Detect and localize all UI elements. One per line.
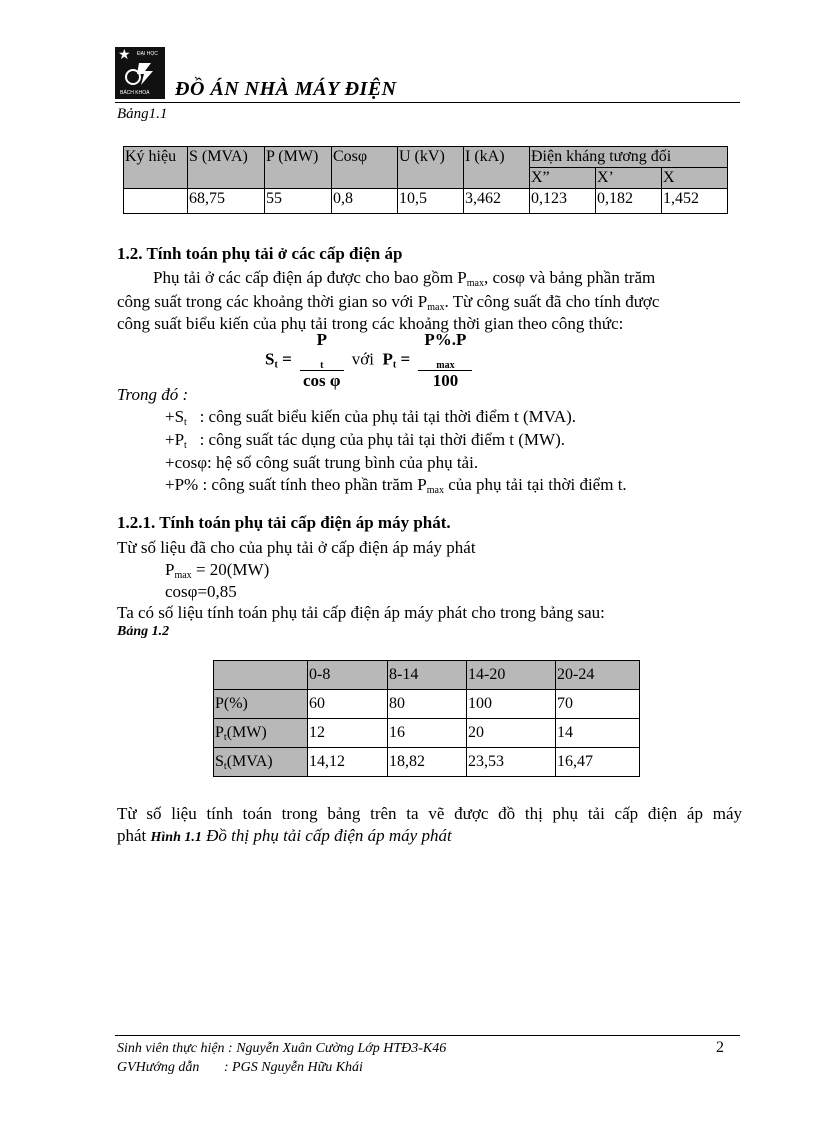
table1-caption: Bảng1.1	[117, 106, 168, 122]
paragraph: Ta có số liệu tính toán phụ tải cấp điện áp máy phát cho trong bảng sau:	[117, 603, 605, 622]
paragraph: Từ số liệu đã cho của phụ tải ở cấp điện áp máy phát	[117, 538, 476, 557]
definition-item: +P% : công suất tính theo phần trăm $P_{max}$ của phụ tải tại thời điểm t.	[165, 475, 627, 496]
paragraph: phát Hình 1.1 Đồ thị phụ tải cấp điện áp máy phát	[117, 826, 452, 845]
table1-subheader-cell: X’	[595, 168, 661, 189]
table2	[213, 660, 640, 777]
table1-header-cell: Điện kháng tương đối	[530, 147, 728, 168]
table1-cell: 68,75	[188, 189, 265, 214]
table1	[123, 146, 728, 214]
formula: $S_t$ = P $_t$ cos φ với $P_t$ = P%.P $_{max}$ 100	[265, 330, 476, 391]
table1-cell: 55	[265, 189, 332, 214]
table1-cell: 0,182	[595, 189, 661, 214]
table1-cell: 0,8	[332, 189, 398, 214]
table1-cell: 0,123	[530, 189, 596, 214]
table2-header-cell: 0-8	[308, 661, 388, 690]
table-row	[214, 690, 640, 719]
header-divider	[115, 102, 740, 103]
table2-header-cell	[214, 661, 308, 690]
paragraph: Từ số liệu tính toán trong bảng trên ta vẽ được đồ thị phụ tải cấp điện áp máy	[117, 804, 742, 823]
paragraph: công suất biểu kiến của phụ tải trong các khoảng thời gian theo công thức:	[117, 314, 624, 333]
table1-header-cell: Cosφ	[332, 147, 398, 189]
table1-header-cell: I (kA)	[464, 147, 530, 189]
table2-cell: 14,12	[308, 748, 388, 777]
logo-bottom-text: BÁCH KHOA	[120, 90, 150, 96]
logo-top-text: ĐẠI HỌC	[137, 51, 158, 57]
paragraph: Phụ tải ở các cấp điện áp được cho bao gồm $P_{max}$, cosφ và bảng phần trăm	[153, 268, 656, 289]
table2-row-label: $P_t(MW)$	[214, 719, 308, 748]
table2-cell: 80	[388, 690, 467, 719]
definition-item: +cosφ: hệ số công suất trung bình của phụ tải.	[165, 453, 479, 472]
table2-cell: 18,82	[388, 748, 467, 777]
table2-cell: 100	[467, 690, 556, 719]
definition-item: $+S_t$ : công suất biểu kiến của phụ tải tại thời điểm t (MVA).	[165, 407, 577, 428]
document-title: ĐỒ ÁN NHÀ MÁY ĐIỆN	[175, 78, 397, 100]
section-heading: 1.2. Tính toán phụ tải ở các cấp điện áp	[117, 244, 403, 263]
table-row	[214, 719, 640, 748]
table2-header-cell: 20-24	[556, 661, 640, 690]
footer-divider	[115, 1035, 740, 1036]
table2-header-cell: 8-14	[388, 661, 467, 690]
gear-bolt-icon	[123, 59, 157, 87]
paragraph: cosφ=0,85	[165, 582, 237, 601]
table-row	[214, 748, 640, 777]
table1-cell	[124, 189, 188, 214]
table2-cell: 60	[308, 690, 388, 719]
table1-header-cell: U (kV)	[398, 147, 464, 189]
table2-header-cell: 14-20	[467, 661, 556, 690]
figure-caption: Đồ thị phụ tải cấp điện áp máy phát	[206, 826, 452, 845]
university-logo	[115, 47, 165, 99]
table2-row-label: P(%)	[214, 690, 308, 719]
table1-header-cell: Ký hiệu	[124, 147, 188, 189]
table2-cell: 12	[308, 719, 388, 748]
table1-header-cell: P (MW)	[265, 147, 332, 189]
paragraph: công suất trong các khoảng thời gian so với $P_{max}$. Từ công suất đã cho tính được	[117, 292, 660, 313]
table2-cell: 70	[556, 690, 640, 719]
table1-subheader-cell: X”	[530, 168, 596, 189]
table2-row-label: $S_t(MVA)$	[214, 748, 308, 777]
table2-cell: 16	[388, 719, 467, 748]
star-icon: ★	[118, 48, 131, 63]
section-heading: 1.2.1. Tính toán phụ tải cấp điện áp máy phát.	[117, 513, 451, 532]
table1-cell: 1,452	[661, 189, 727, 214]
table1-subheader-cell: X	[661, 168, 727, 189]
table2-cell: 23,53	[467, 748, 556, 777]
table1-header-cell: S (MVA)	[188, 147, 265, 189]
paragraph: $P_{max} = 20(MW)$	[165, 560, 270, 581]
table2-caption: Bảng 1.2	[117, 624, 170, 639]
table-row	[124, 189, 728, 214]
table2-cell: 20	[467, 719, 556, 748]
definition-item: $+P_t$ : công suất tác dụng của phụ tải tại thời điểm t (MW).	[165, 430, 566, 451]
figure-label: Hình 1.1	[150, 830, 202, 845]
footer-student: Sinh viên thực hiện : Nguyễn Xuân Cường Lớp HTĐ3-K46	[117, 1041, 447, 1056]
table1-cell: 3,462	[464, 189, 530, 214]
page-number: 2	[716, 1039, 724, 1056]
where-label: Trong đó :	[117, 385, 189, 404]
table2-cell: 14	[556, 719, 640, 748]
table1-cell: 10,5	[398, 189, 464, 214]
table2-cell: 16,47	[556, 748, 640, 777]
footer-advisor: GVHướng dẫn : PGS Nguyễn Hữu Khái	[117, 1060, 363, 1075]
